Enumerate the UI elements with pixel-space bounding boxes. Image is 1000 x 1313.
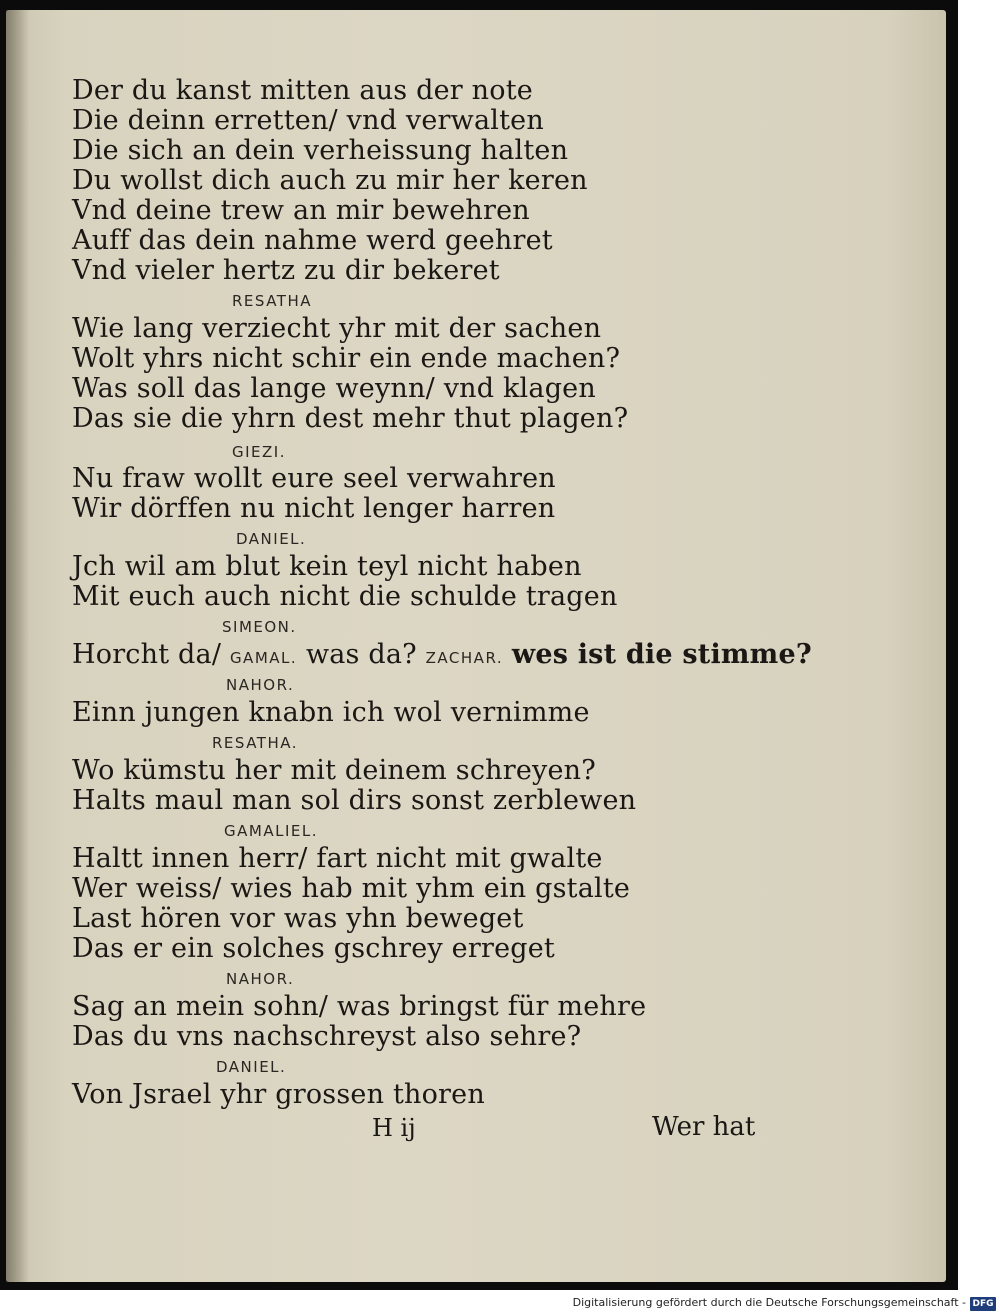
verse-line: Wir dörffen nu nicht lenger harren	[72, 493, 556, 524]
verse-line: Auff das dein nahme werd geehret	[72, 225, 553, 256]
verse-line: Das sie die yhrn dest mehr thut plagen?	[72, 403, 629, 434]
speaker-label: GAMALIEL.	[224, 822, 318, 840]
verse-line: Die sich an dein verheissung halten	[72, 135, 569, 166]
verse-line: Jch wil am blut kein teyl nicht haben	[72, 551, 582, 582]
verse-line: Einn jungen knabn ich wol vernimme	[72, 697, 590, 728]
verse-line: Wo kümstu her mit deinem schreyen?	[72, 755, 596, 786]
dialogue-part: Horcht da/	[72, 639, 222, 670]
verse-line: Mit euch auch nicht die schulde tragen	[72, 581, 618, 612]
verse-line: Sag an mein sohn/ was bringst für mehre	[72, 991, 647, 1022]
verse-line: Vnd deine trew an mir bewehren	[72, 195, 530, 226]
verse-line: Das du vns nachschreyst also sehre?	[72, 1021, 582, 1052]
inline-speaker: GAMAL.	[229, 649, 298, 667]
verse-line: Von Jsrael yhr grossen thoren	[72, 1079, 485, 1110]
verse-line: Was soll das lange weynn/ vnd klagen	[72, 373, 596, 404]
verse-line: Wer weiss/ wies hab mit yhm ein gstalte	[72, 873, 631, 904]
signature-mark: H ij	[372, 1114, 416, 1142]
speaker-label: SIMEON.	[222, 618, 297, 636]
verse-line: Die deinn erretten/ vnd verwalten	[72, 105, 544, 136]
verse-line: Last hören vor was yhn beweget	[72, 903, 524, 934]
dfg-logo: DFG	[970, 1297, 996, 1311]
inline-speaker: ZACHAR.	[425, 649, 504, 667]
verse-line: Das er ein solches gschrey erreget	[72, 933, 555, 964]
digitization-credit: Digitalisierung gefördert durch die Deutsche Forschungsgemeinschaft -	[572, 1296, 966, 1309]
speaker-label: NAHOR.	[226, 676, 295, 694]
speaker-label: RESATHA	[232, 292, 312, 310]
verse-line: Vnd vieler hertz zu dir bekeret	[72, 255, 500, 286]
verse-line: Haltt innen herr/ fart nicht mit gwalte	[72, 843, 603, 874]
speaker-label: GIEZI.	[232, 443, 286, 461]
speaker-label: DANIEL.	[236, 530, 307, 548]
dialogue-part: was da?	[305, 639, 417, 670]
verse-line: Wie lang verziecht yhr mit der sachen	[72, 313, 602, 344]
speaker-label: DANIEL.	[216, 1058, 287, 1076]
speaker-label: RESATHA.	[212, 734, 299, 752]
verse-line: Der du kanst mitten aus der note	[72, 75, 533, 106]
catchword: Wer hat	[652, 1112, 756, 1142]
verse-line: Du wollst dich auch zu mir her keren	[72, 165, 588, 196]
speaker-label: NAHOR.	[226, 970, 295, 988]
verse-line: Nu fraw wollt eure seel verwahren	[72, 463, 556, 494]
dialogue-part: wes ist die stimme?	[511, 639, 812, 670]
spine-shadow	[6, 10, 30, 1282]
verse-line: Halts maul man sol dirs sonst zerblewen	[72, 785, 637, 816]
verse-line: Wolt yhrs nicht schir ein ende machen?	[72, 343, 621, 374]
mixed-dialogue-line	[72, 640, 812, 673]
